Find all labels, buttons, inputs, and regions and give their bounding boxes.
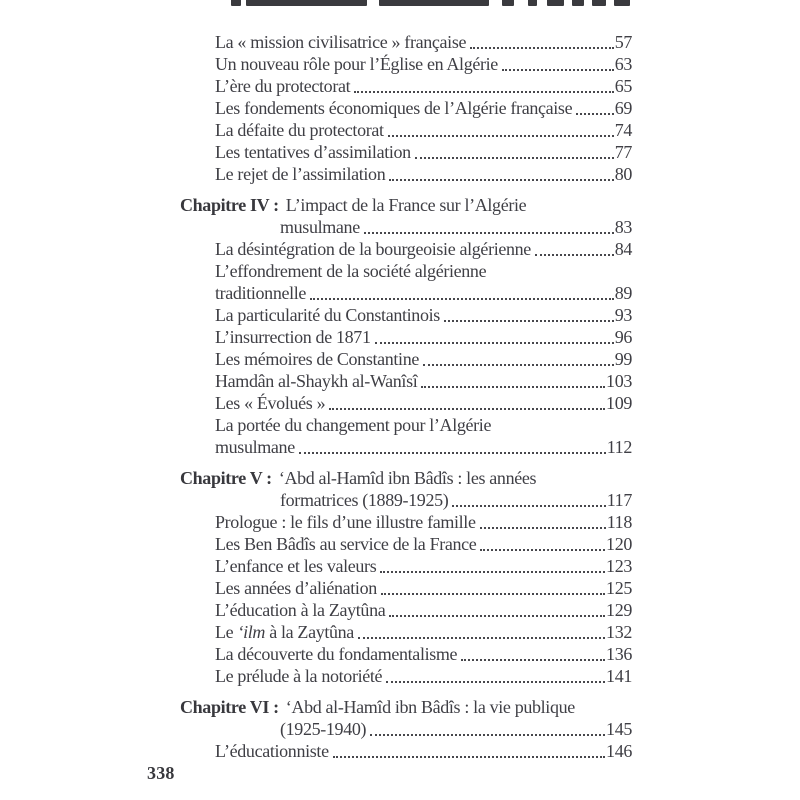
toc-entry-page: 129 [606,600,632,620]
toc-entry [180,621,632,643]
dot-leader [576,113,613,115]
dot-leader [535,254,614,256]
toc-entry [180,31,632,53]
dot-leader [423,364,614,366]
toc-chapter-label: Chapitre V : [180,468,272,488]
toc-chapter-heading [180,194,632,216]
toc-entry-title: musulmane [280,217,360,237]
toc-entry-page: 77 [614,142,632,162]
dot-leader [452,505,605,507]
toc-entry-title: Hamdân al-Shaykh al-Wanîsî [215,371,418,391]
toc-entry [180,75,632,97]
dot-leader [389,615,605,617]
toc-entry [180,163,632,185]
toc-entry-title: Les Ben Bâdîs au service de la France [215,534,477,554]
dot-leader [375,342,614,344]
toc-entry-title: Un nouveau rôle pour l’Église en Algérie [215,54,498,74]
toc-chapter-heading [180,467,632,489]
toc-chapter-heading [180,696,632,718]
dot-leader [381,593,605,595]
toc-entry [180,665,632,687]
toc-entry-title: ‘Abd al-Hamîd ibn Bâdîs : la vie publique [285,697,575,717]
toc-entry-page: 112 [606,437,632,457]
toc-entry-page: 93 [614,305,632,325]
toc-entry-title: L’éducationniste [215,741,329,761]
toc-entry [180,533,632,555]
toc-entry [180,97,632,119]
toc-entry-page: 74 [614,120,632,140]
dot-leader [480,549,605,551]
toc-entry-title: L’éducation à la Zaytûna [215,600,386,620]
toc-entry-page: 103 [606,371,632,391]
dot-leader [370,734,605,736]
toc-entry-title: Le rejet de l’assimilation [215,164,386,184]
toc-entry-page: 84 [614,239,632,259]
toc-entry [180,260,632,282]
toc-entry [180,282,632,304]
toc-entry-title: traditionnelle [215,283,307,303]
toc-entry-page: 123 [606,556,632,576]
crop-artifact-segment [528,0,537,6]
toc-entry [180,555,632,577]
dot-leader [480,527,606,529]
toc-entry [180,414,632,436]
toc-entry-page: 65 [614,76,632,96]
dot-leader [461,659,605,661]
toc-entry [180,392,632,414]
toc-entry-title: formatrices (1889-1925) [280,490,449,510]
toc-entry-title: musulmane [215,437,295,457]
crop-artifact-segment [231,0,241,6]
table-of-contents [180,31,632,762]
toc-entry-title: L’insurrection de 1871 [215,327,371,347]
dot-leader [380,571,605,573]
toc-entry [180,370,632,392]
toc-entry [180,718,632,740]
toc-entry [180,119,632,141]
dot-leader [389,179,613,181]
toc-entry-page: 89 [614,283,632,303]
toc-entry [180,348,632,370]
toc-entry [180,304,632,326]
toc-entry-page: 83 [614,217,632,237]
toc-entry-title: Les années d’aliénation [215,578,377,598]
toc-entry-title: ‘Abd al-Hamîd ibn Bâdîs : les années [278,468,537,488]
toc-entry [180,436,632,458]
cropped-header-artifact [0,0,800,7]
toc-entry [180,216,632,238]
toc-entry-page: 146 [606,741,632,761]
toc-entry-title: Les fondements économiques de l’Algérie française [215,98,573,118]
crop-artifact-segment [547,0,564,6]
toc-entry-title: La particularité du Constantinois [215,305,440,325]
toc-entry-page: 96 [614,327,632,347]
toc-entry-title: La défaite du protectorat [215,120,384,140]
toc-entry [180,577,632,599]
dot-leader [329,408,605,410]
dot-leader [299,452,606,454]
page-number-folio: 338 [147,763,175,783]
toc-entry-title: L’effondrement de la société algérienne [215,261,487,281]
toc-entry-title: (1925-1940) [280,719,367,739]
dot-leader [364,232,614,234]
toc-entry [180,599,632,621]
dot-leader [470,47,614,49]
dot-leader [415,157,614,159]
toc-entry-page: 99 [614,349,632,369]
toc-entry [180,489,632,511]
crop-artifact-segment [246,0,367,6]
toc-entry-page: 118 [606,512,632,532]
toc-entry-page: 136 [606,644,632,664]
toc-entry-title: L’impact de la France sur l’Algérie [285,195,527,215]
toc-entry-title: La désintégration de la bourgeoisie algérienne [215,239,531,259]
toc-entry [180,511,632,533]
dot-leader [386,681,605,683]
toc-chapter-label: Chapitre VI : [180,697,279,717]
toc-entry-title: La découverte du fondamentalisme [215,644,458,664]
toc-entry-title: La « mission civilisatrice » française [215,32,467,52]
dot-leader [358,637,605,639]
toc-entry-page: 109 [606,393,632,413]
toc-entry-page: 132 [606,622,632,642]
toc-entry-title: L’ère du protectorat [215,76,351,96]
crop-artifact-segment [614,0,630,6]
dot-leader [310,298,614,300]
crop-artifact-segment [572,0,584,6]
toc-entry-page: 80 [614,164,632,184]
toc-entry-page: 117 [606,490,632,510]
dot-leader [388,135,614,137]
toc-entry-page: 120 [606,534,632,554]
toc-entry-title: L’enfance et les valeurs [215,556,377,576]
toc-entry [180,326,632,348]
dot-leader [354,91,613,93]
toc-entry [180,643,632,665]
crop-artifact-segment [379,0,489,6]
toc-entry-page: 141 [606,666,632,686]
toc-entry-page: 145 [606,719,632,739]
toc-entry-title: Le prélude à la notoriété [215,666,383,686]
toc-entry-title: Les tentatives d’assimilation [215,142,411,162]
dot-leader [444,320,614,322]
toc-chapter-label: Chapitre IV : [180,195,279,215]
crop-artifact-segment [502,0,514,6]
dot-leader [502,69,614,71]
toc-entry-title: Les mémoires de Constantine [215,349,420,369]
toc-entry [180,141,632,163]
toc-entry [180,238,632,260]
toc-entry-page: 125 [606,578,632,598]
toc-entry-page: 69 [614,98,632,118]
toc-entry-page: 63 [614,54,632,74]
toc-entry-title: Les « Évolués » [215,393,326,413]
toc-entry-title: Le ‘ilm à la Zaytûna [215,622,354,642]
toc-entry-title: Prologue : le fils d’une illustre famille [215,512,476,532]
dot-leader [421,386,605,388]
crop-artifact-segment [592,0,606,6]
toc-entry-page: 57 [614,32,632,52]
dot-leader [333,756,605,758]
toc-entry [180,740,632,762]
toc-entry-title: La portée du changement pour l’Algérie [215,415,492,435]
toc-entry [180,53,632,75]
